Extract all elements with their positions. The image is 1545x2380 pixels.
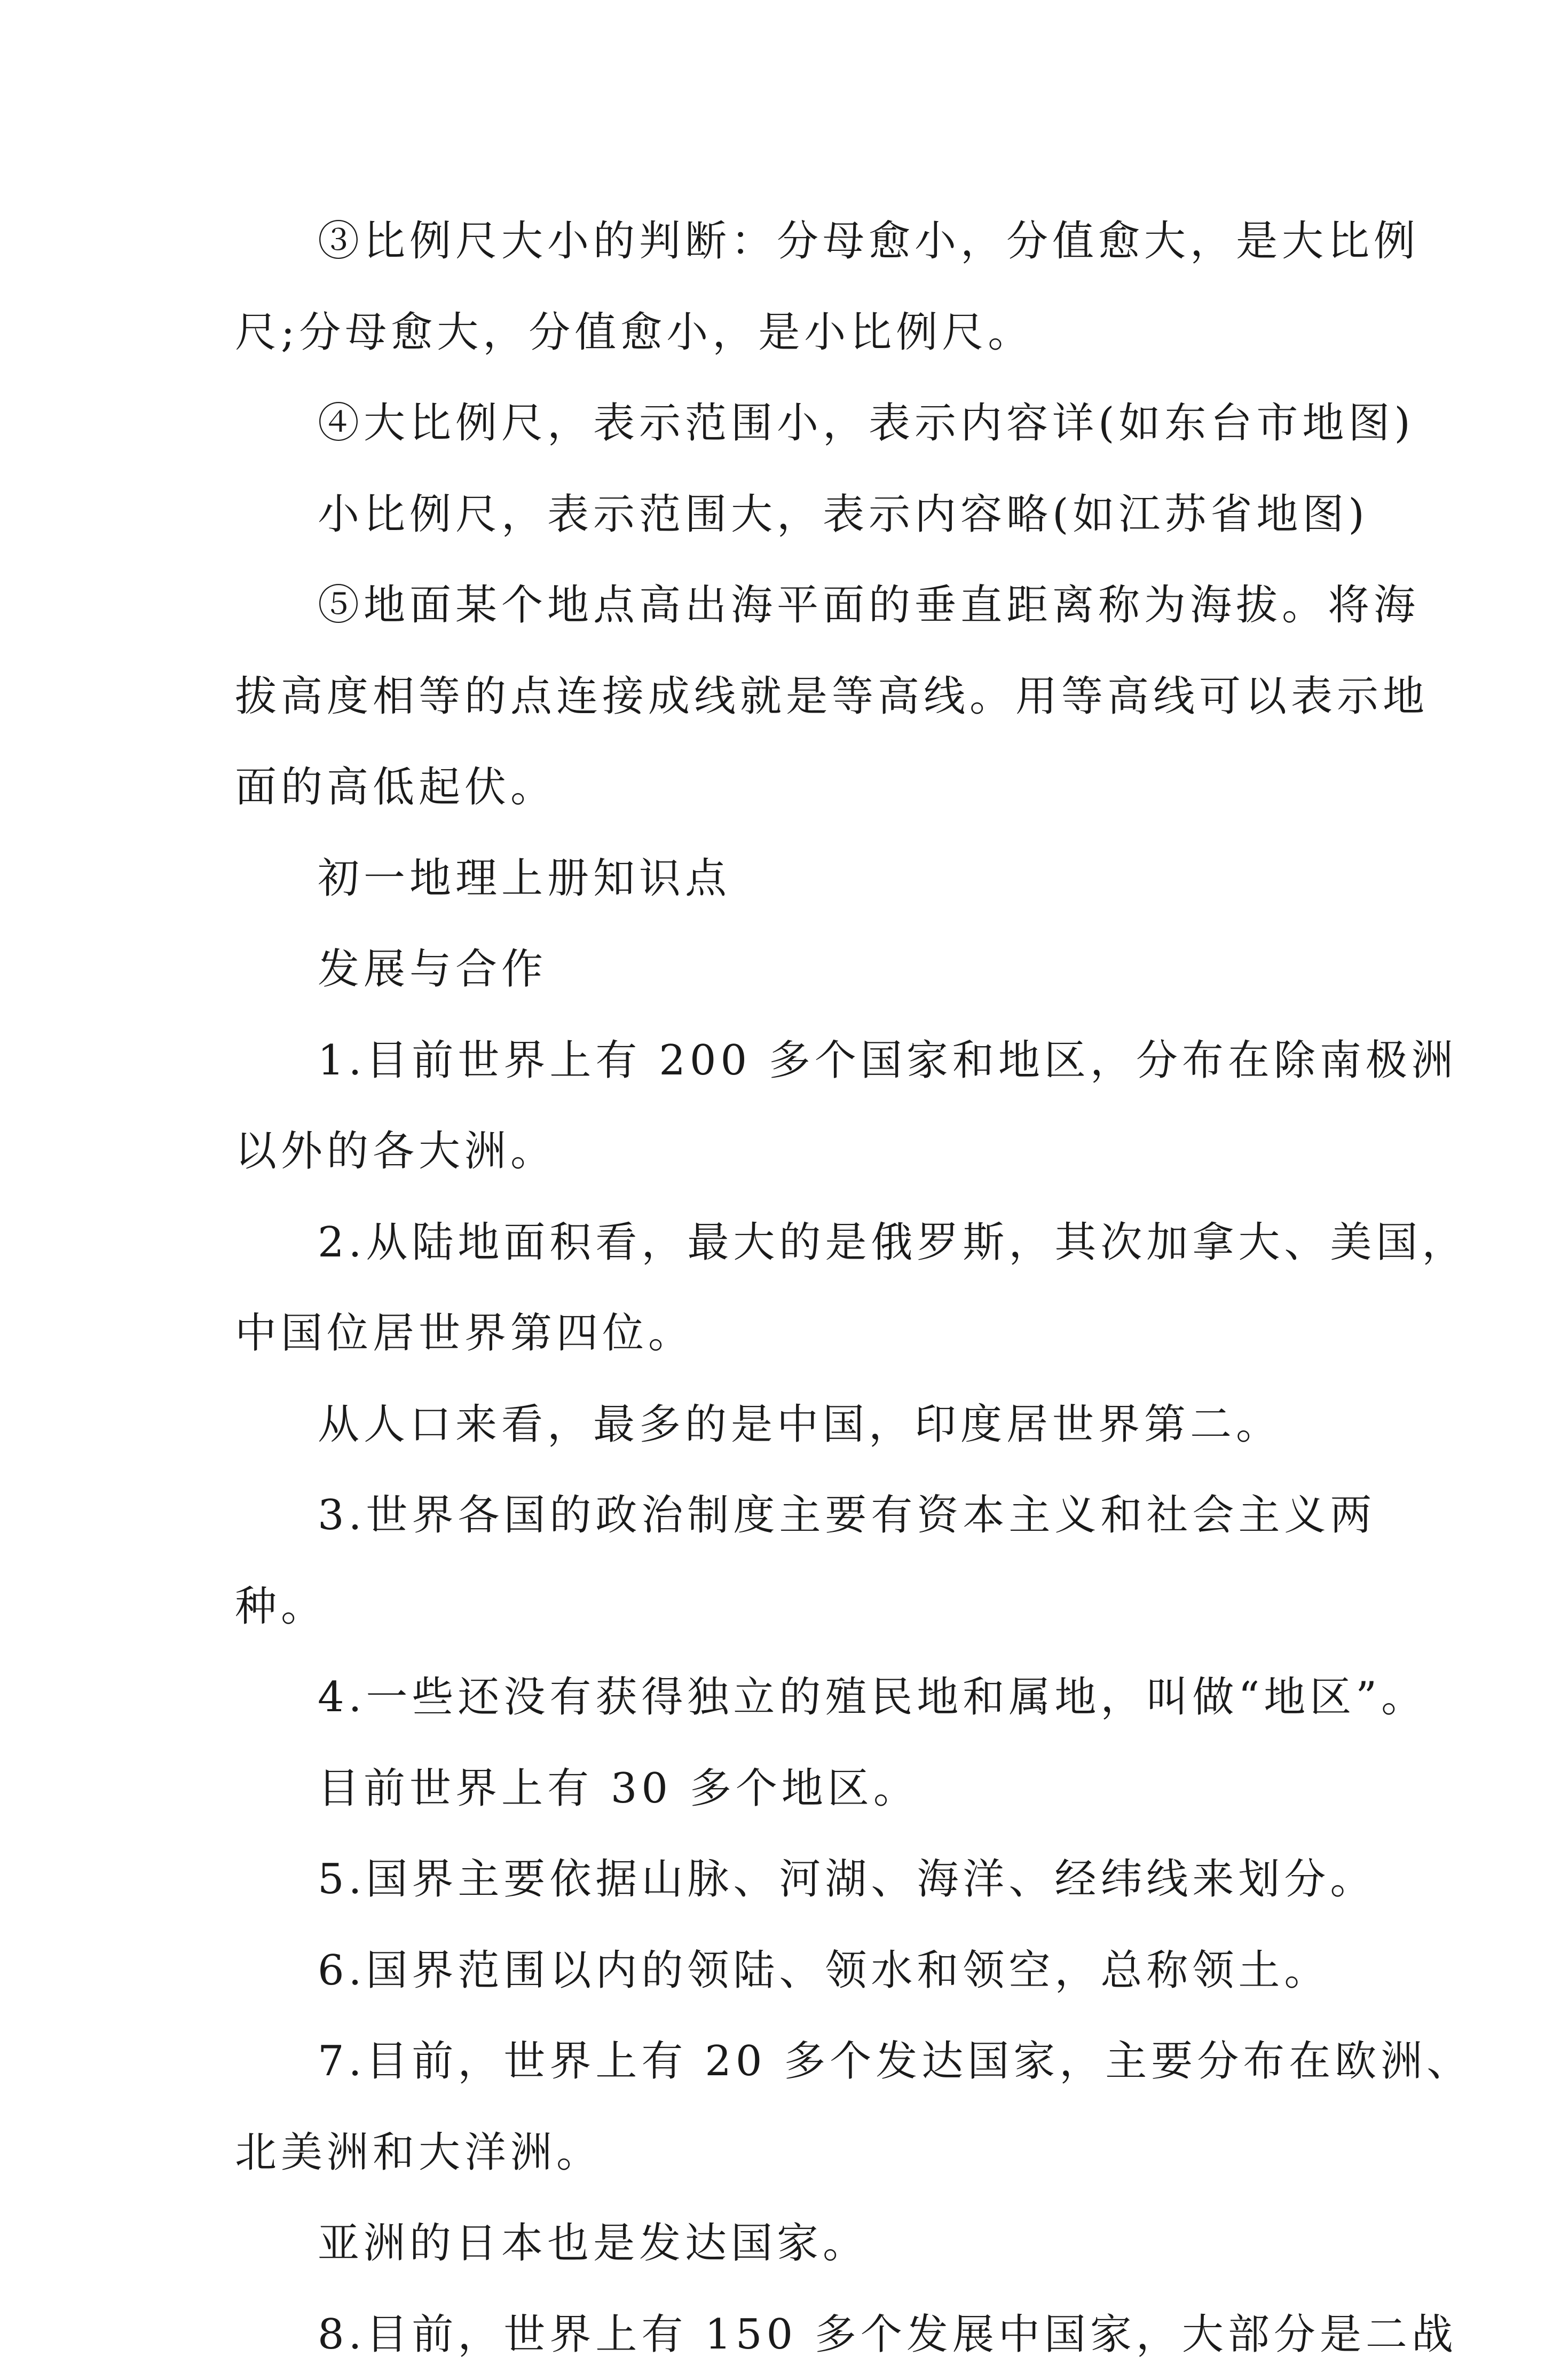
document-body bbox=[235, 196, 1319, 2380]
text-line: 尺;分母愈大，分值愈小，是小比例尺。 bbox=[235, 287, 1319, 378]
text-line: 小比例尺，表示范围大，表示内容略(如江苏省地图) bbox=[235, 469, 1319, 560]
text-line: 以外的各大洲。 bbox=[235, 1106, 1319, 1197]
text-line: 发展与合作 bbox=[235, 924, 1319, 1015]
text-line: 种。 bbox=[235, 1561, 1319, 1652]
text-line: 5.国界主要依据山脉、河湖、海洋、经纬线来划分。 bbox=[235, 1834, 1319, 1925]
text-line: 1.目前世界上有 200 多个国家和地区，分布在除南极洲 bbox=[235, 1015, 1319, 1106]
text-line: 6.国界范围以内的领陆、领水和领空，总称领土。 bbox=[235, 1925, 1319, 2017]
text-line: 中国位居世界第四位。 bbox=[235, 1288, 1319, 1379]
text-line: 3.世界各国的政治制度主要有资本主义和社会主义两 bbox=[235, 1470, 1319, 1561]
text-line: 北美洲和大洋洲。 bbox=[235, 2107, 1319, 2199]
text-line: 初一地理上册知识点 bbox=[235, 833, 1319, 924]
text-line: 从人口来看，最多的是中国，印度居世界第二。 bbox=[235, 1379, 1319, 1470]
text-line: 面的高低起伏。 bbox=[235, 742, 1319, 833]
text-line: 2.从陆地面积看，最大的是俄罗斯，其次加拿大、美国， bbox=[235, 1197, 1319, 1288]
text-line: 目前世界上有 30 多个地区。 bbox=[235, 1743, 1319, 1835]
text-line: ④大比例尺，表示范围小，表示内容详(如东台市地图) bbox=[235, 378, 1319, 469]
text-line: 7.目前，世界上有 20 多个发达国家，主要分布在欧洲、 bbox=[235, 2016, 1319, 2107]
text-line: ③比例尺大小的判断：分母愈小，分值愈大，是大比例 bbox=[235, 196, 1319, 287]
text-line: 4.一些还没有获得独立的殖民地和属地，叫做“地区”。 bbox=[235, 1652, 1319, 1743]
text-line: 亚洲的日本也是发达国家。 bbox=[235, 2198, 1319, 2289]
text-line: 8.目前，世界上有 150 多个发展中国家，大部分是二战 bbox=[235, 2289, 1319, 2380]
text-line: 拔高度相等的点连接成线就是等高线。用等高线可以表示地 bbox=[235, 651, 1319, 742]
text-line: ⑤地面某个地点高出海平面的垂直距离称为海拔。将海 bbox=[235, 560, 1319, 651]
